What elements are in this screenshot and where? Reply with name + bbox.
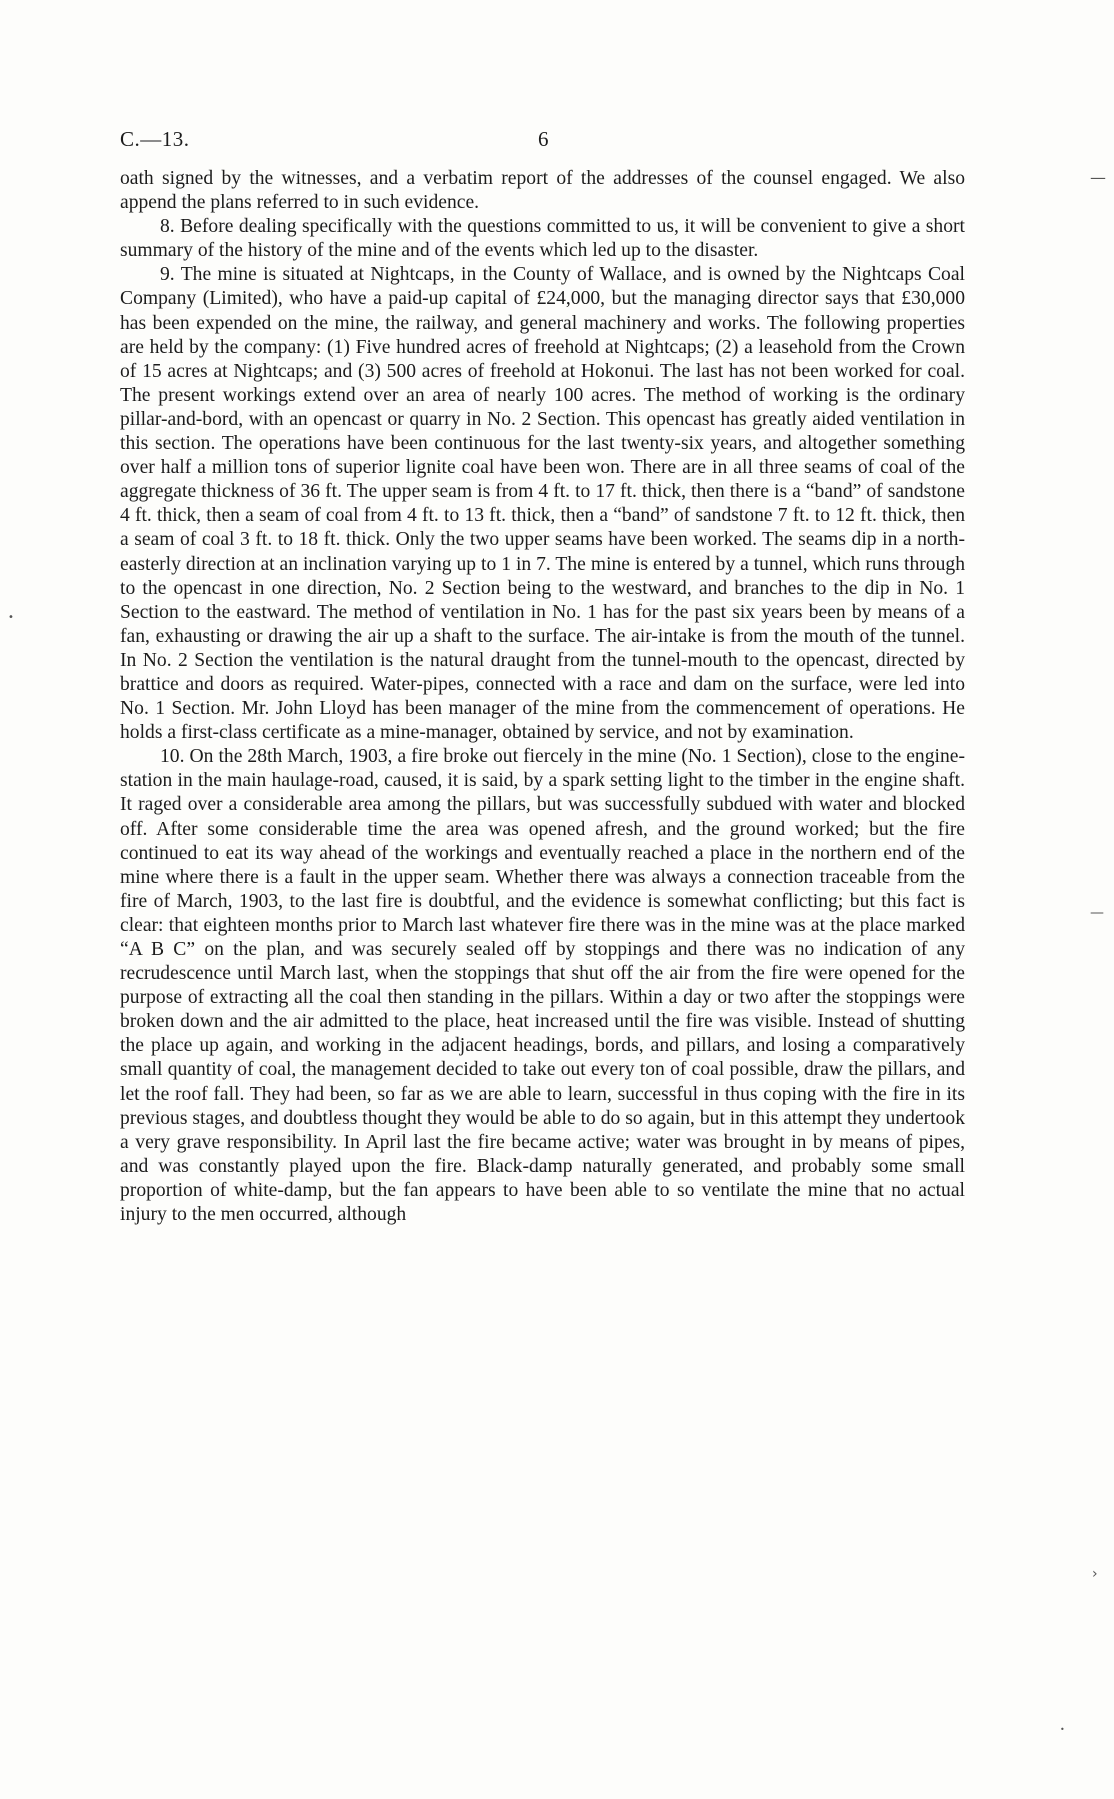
margin-speck-mark: •: [1060, 1725, 1065, 1734]
document-body: [120, 167, 965, 1227]
margin-dash-mark: —: [1090, 905, 1104, 921]
paragraph-continued: oath signed by the witnesses, and a verbatim report of the addresses of the counsel engaged. We also append the plans referred to in such evidence.: [120, 168, 965, 214]
margin-tick-mark: —: [1090, 168, 1106, 187]
margin-dot-mark: •: [8, 612, 14, 623]
paragraph-8: 8. Before dealing specifically with the questions committed to us, it will be convenient to give a short summary of the history of the mine and of the events which led up to the disaster.: [120, 216, 965, 262]
paragraph-9: 9. The mine is situated at Nightcaps, in the County of Wallace, and is owned by the Nightcaps Coal Company (Limited), who have a paid-up capital of £24,000, but the managing director says that £30,000 has been expended on the mine, the railway, and general machinery and works. The following properties are held by the company: (1) Five hundred acres of freehold at Nightcaps; (2) a leasehold from the Crown of 15 acres at Nightcaps; and (3) 500 acres of freehold at Hokonui. The last has not been worked for coal. The present workings extend over an area of nearly 100 acres. The method of working is the ordinary pillar-and-bord, with an opencast or quarry in No. 2 Section. This opencast has greatly aided ventilation in this section. The operations have been continuous for the last twenty-six years, and altogether something over half a million tons of superior lignite coal have been won. There are in all three seams of coal of the aggregate thickness of 36 ft. The upper seam is from 4 ft. to 17 ft. thick, then there is a “band” of sandstone 4 ft. thick, then a seam of coal from 4 ft. to 13 ft. thick, then a “band” of sandstone 7 ft. to 12 ft. thick, then a seam of coal 3 ft. to 18 ft. thick. Only the two upper seams have been worked. The seams dip in a north-easterly direction at an inclination varying up to 1 in 7. The mine is entered by a tunnel, which runs through to the opencast in one direction, No. 2 Section being to the westward, and branches to the dip in No. 1 Section to the eastward. The method of ventilation in No. 1 has for the past six years been by means of a fan, exhausting or drawing the air up a shaft to the surface. The air-intake is from the mouth of the tunnel. In No. 2 Section the ventilation is the natural draught from the tunnel-mouth to the opencast, directed by brattice and doors as required. Water-pipes, connected with a race and dam on the surface, were led into No. 1 Section. Mr. John Lloyd has been manager of the mine from the commencement of operations. He holds a first-class certificate as a mine-manager, obtained by service, and not by examination.: [120, 264, 965, 744]
paragraph-10: 10. On the 28th March, 1903, a fire broke out fiercely in the mine (No. 1 Section), close to the engine-station in the main haulage-road, caused, it is said, by a spark setting light to the timber in the engine shaft. It raged over a considerable area among the pillars, but was successfully subdued with water and blocked off. After some considerable time the area was opened afresh, and the ground worked; but the fire continued to eat its way ahead of the workings and eventually reached a place in the northern end of the mine where there is a fault in the upper seam. Whether there was always a connection traceable from the fire of March, 1903, to the last fire is doubtful, and the evidence is somewhat conflicting; but this fact is clear: that eighteen months prior to March last whatever fire there was in the mine was at the place marked “A B C” on the plan, and was securely sealed off by stoppings and there was no indication of any recrudescence until March last, when the stoppings that shut off the air from the fire were opened for the purpose of extracting all the coal then standing in the pillars. Within a day or two after the stoppings were broken down and the air admitted to the place, heat increased until the fire was visible. Instead of shutting the place up again, and working in the adjacent headings, bords, and pillars, and losing a comparatively small quantity of coal, the management decided to take out every ton of coal possible, draw the pillars, and let the roof fall. They had been, so far as we are able to learn, successful in thus coping with the fire in its previous stages, and doubtless thought they would be able to do so again, but in this attempt they undertook a very grave responsibility. In April last the fire became active; water was brought in by means of pipes, and was constantly played upon the fire. Black-damp naturally generated, and probably some small proportion of white-damp, but the fan appears to have been able to so ventilate the mine that no actual injury to the men occurred, although: [120, 746, 965, 1226]
page-header: [120, 127, 965, 157]
document-reference: C.—13.: [120, 127, 190, 151]
page-number: 6: [538, 127, 549, 151]
margin-arrow-mark: ›: [1092, 1566, 1098, 1582]
